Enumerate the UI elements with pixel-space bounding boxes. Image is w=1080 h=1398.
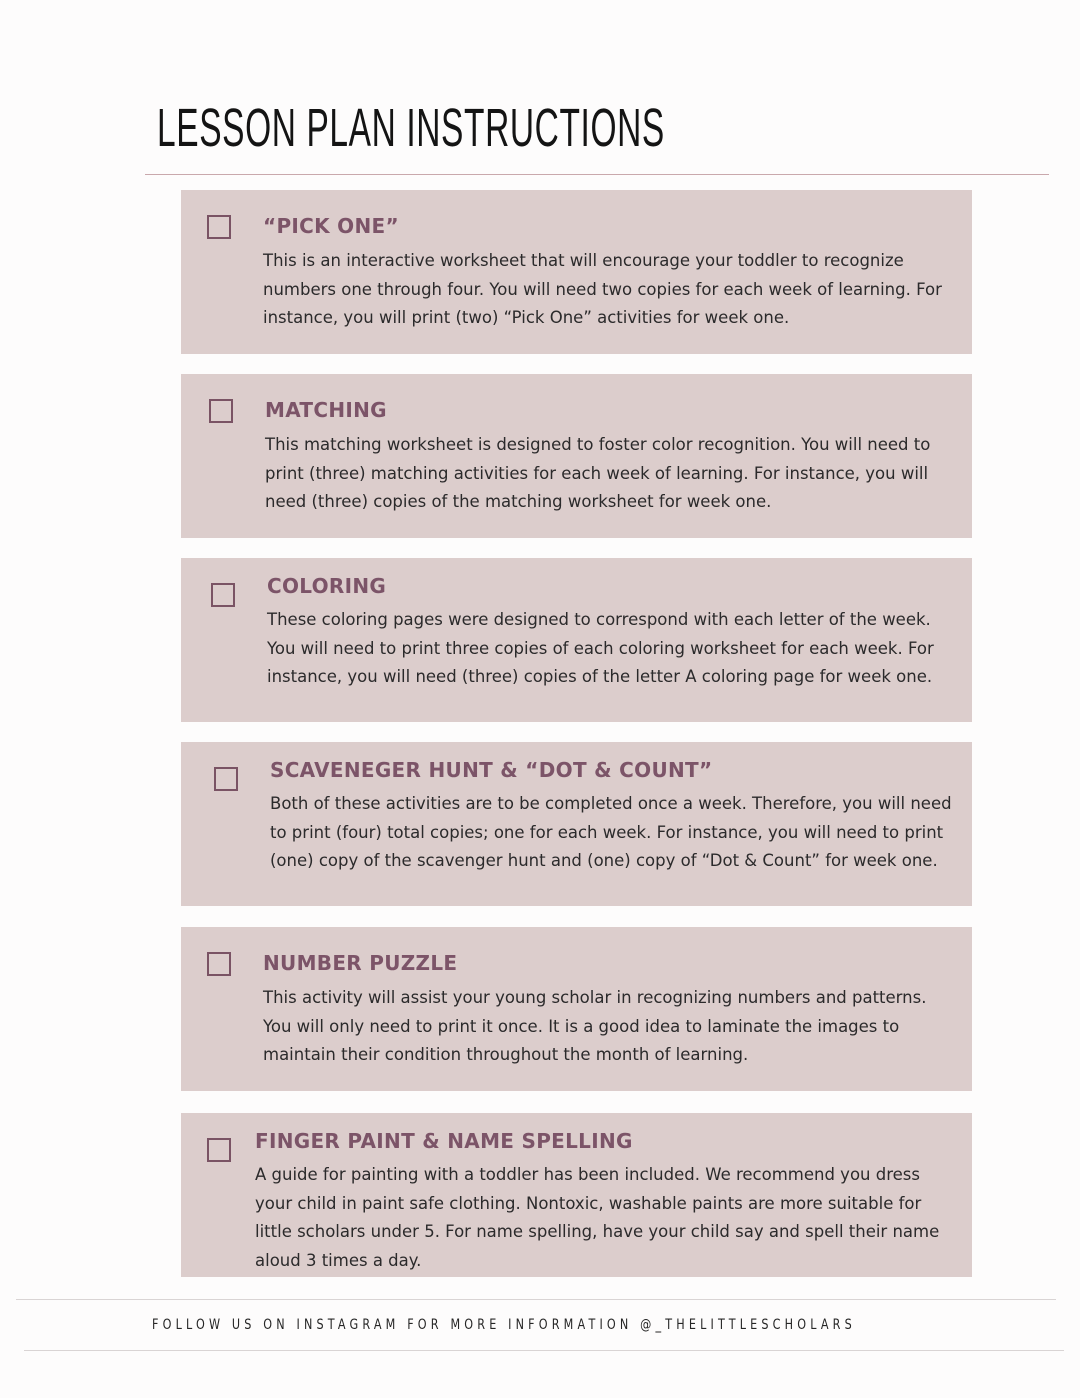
page-title: LESSON PLAN INSTRUCTIONS xyxy=(157,98,665,158)
activity-title: NUMBER PUZZLE xyxy=(263,951,458,975)
activity-description: This is an interactive worksheet that will encourage your toddler to recognize numbers one through four. You will need two copies for each week of learning. For instance, you will print (two) “Pick One” activities for week one. xyxy=(263,251,942,328)
matching-checkbox[interactable] xyxy=(209,399,233,423)
coloring-checkbox[interactable] xyxy=(211,583,235,607)
activity-title: COLORING xyxy=(267,574,387,598)
number-puzzle-checkbox[interactable] xyxy=(207,952,231,976)
activity-title: “PICK ONE” xyxy=(263,214,399,238)
activity-description: This activity will assist your young scholar in recognizing numbers and patterns. You will only need to print it once. It is a good idea to laminate the images to maintain their condition throughout the month of learning. xyxy=(263,988,927,1065)
activity-description: These coloring pages were designed to correspond with each letter of the week. You will need to print three copies of each coloring worksheet for each week. For instance, you will need (three) copies of the letter A coloring page for week one. xyxy=(267,610,934,687)
footer-top-divider xyxy=(16,1299,1056,1300)
footer-bottom-divider xyxy=(24,1350,1064,1351)
pick-one-checkbox[interactable] xyxy=(207,215,231,239)
activity-description: Both of these activities are to be completed once a week. Therefore, you will need to print (four) total copies; one for each week. For instance, you will need to print (one) copy of the scavenger hunt and (one) copy of “Dot & Count” for week one. xyxy=(270,794,952,871)
activity-card-finger-paint xyxy=(181,1113,972,1277)
title-divider xyxy=(145,174,1049,175)
scavenger-hunt-checkbox[interactable] xyxy=(214,767,238,791)
activity-card-coloring xyxy=(181,558,972,722)
finger-paint-checkbox[interactable] xyxy=(207,1138,231,1162)
activity-card-number-puzzle xyxy=(181,927,972,1091)
activity-title: MATCHING xyxy=(265,398,387,422)
activity-description: A guide for painting with a toddler has been included. We recommend you dress your child in paint safe clothing. Nontoxic, washable paints are more suitable for little scholars under 5. For name spelling, have your child say and spell their name aloud 3 times a day. xyxy=(255,1165,940,1271)
activity-card-matching xyxy=(181,374,972,538)
activity-card-scavenger-hunt xyxy=(181,742,972,906)
activity-title: SCAVENEGER HUNT & “DOT & COUNT” xyxy=(270,758,713,782)
footer-instagram-text: FOLLOW US ON INSTAGRAM FOR MORE INFORMATION @_THELITTLESCHOLARS xyxy=(152,1317,856,1333)
activity-card-pick-one xyxy=(181,190,972,354)
activity-title: FINGER PAINT & NAME SPELLING xyxy=(255,1129,633,1153)
activity-description: This matching worksheet is designed to foster color recognition. You will need to print (three) matching activities for each week of learning. For instance, you will need (three) copies of the matching worksheet for week one. xyxy=(265,435,931,512)
